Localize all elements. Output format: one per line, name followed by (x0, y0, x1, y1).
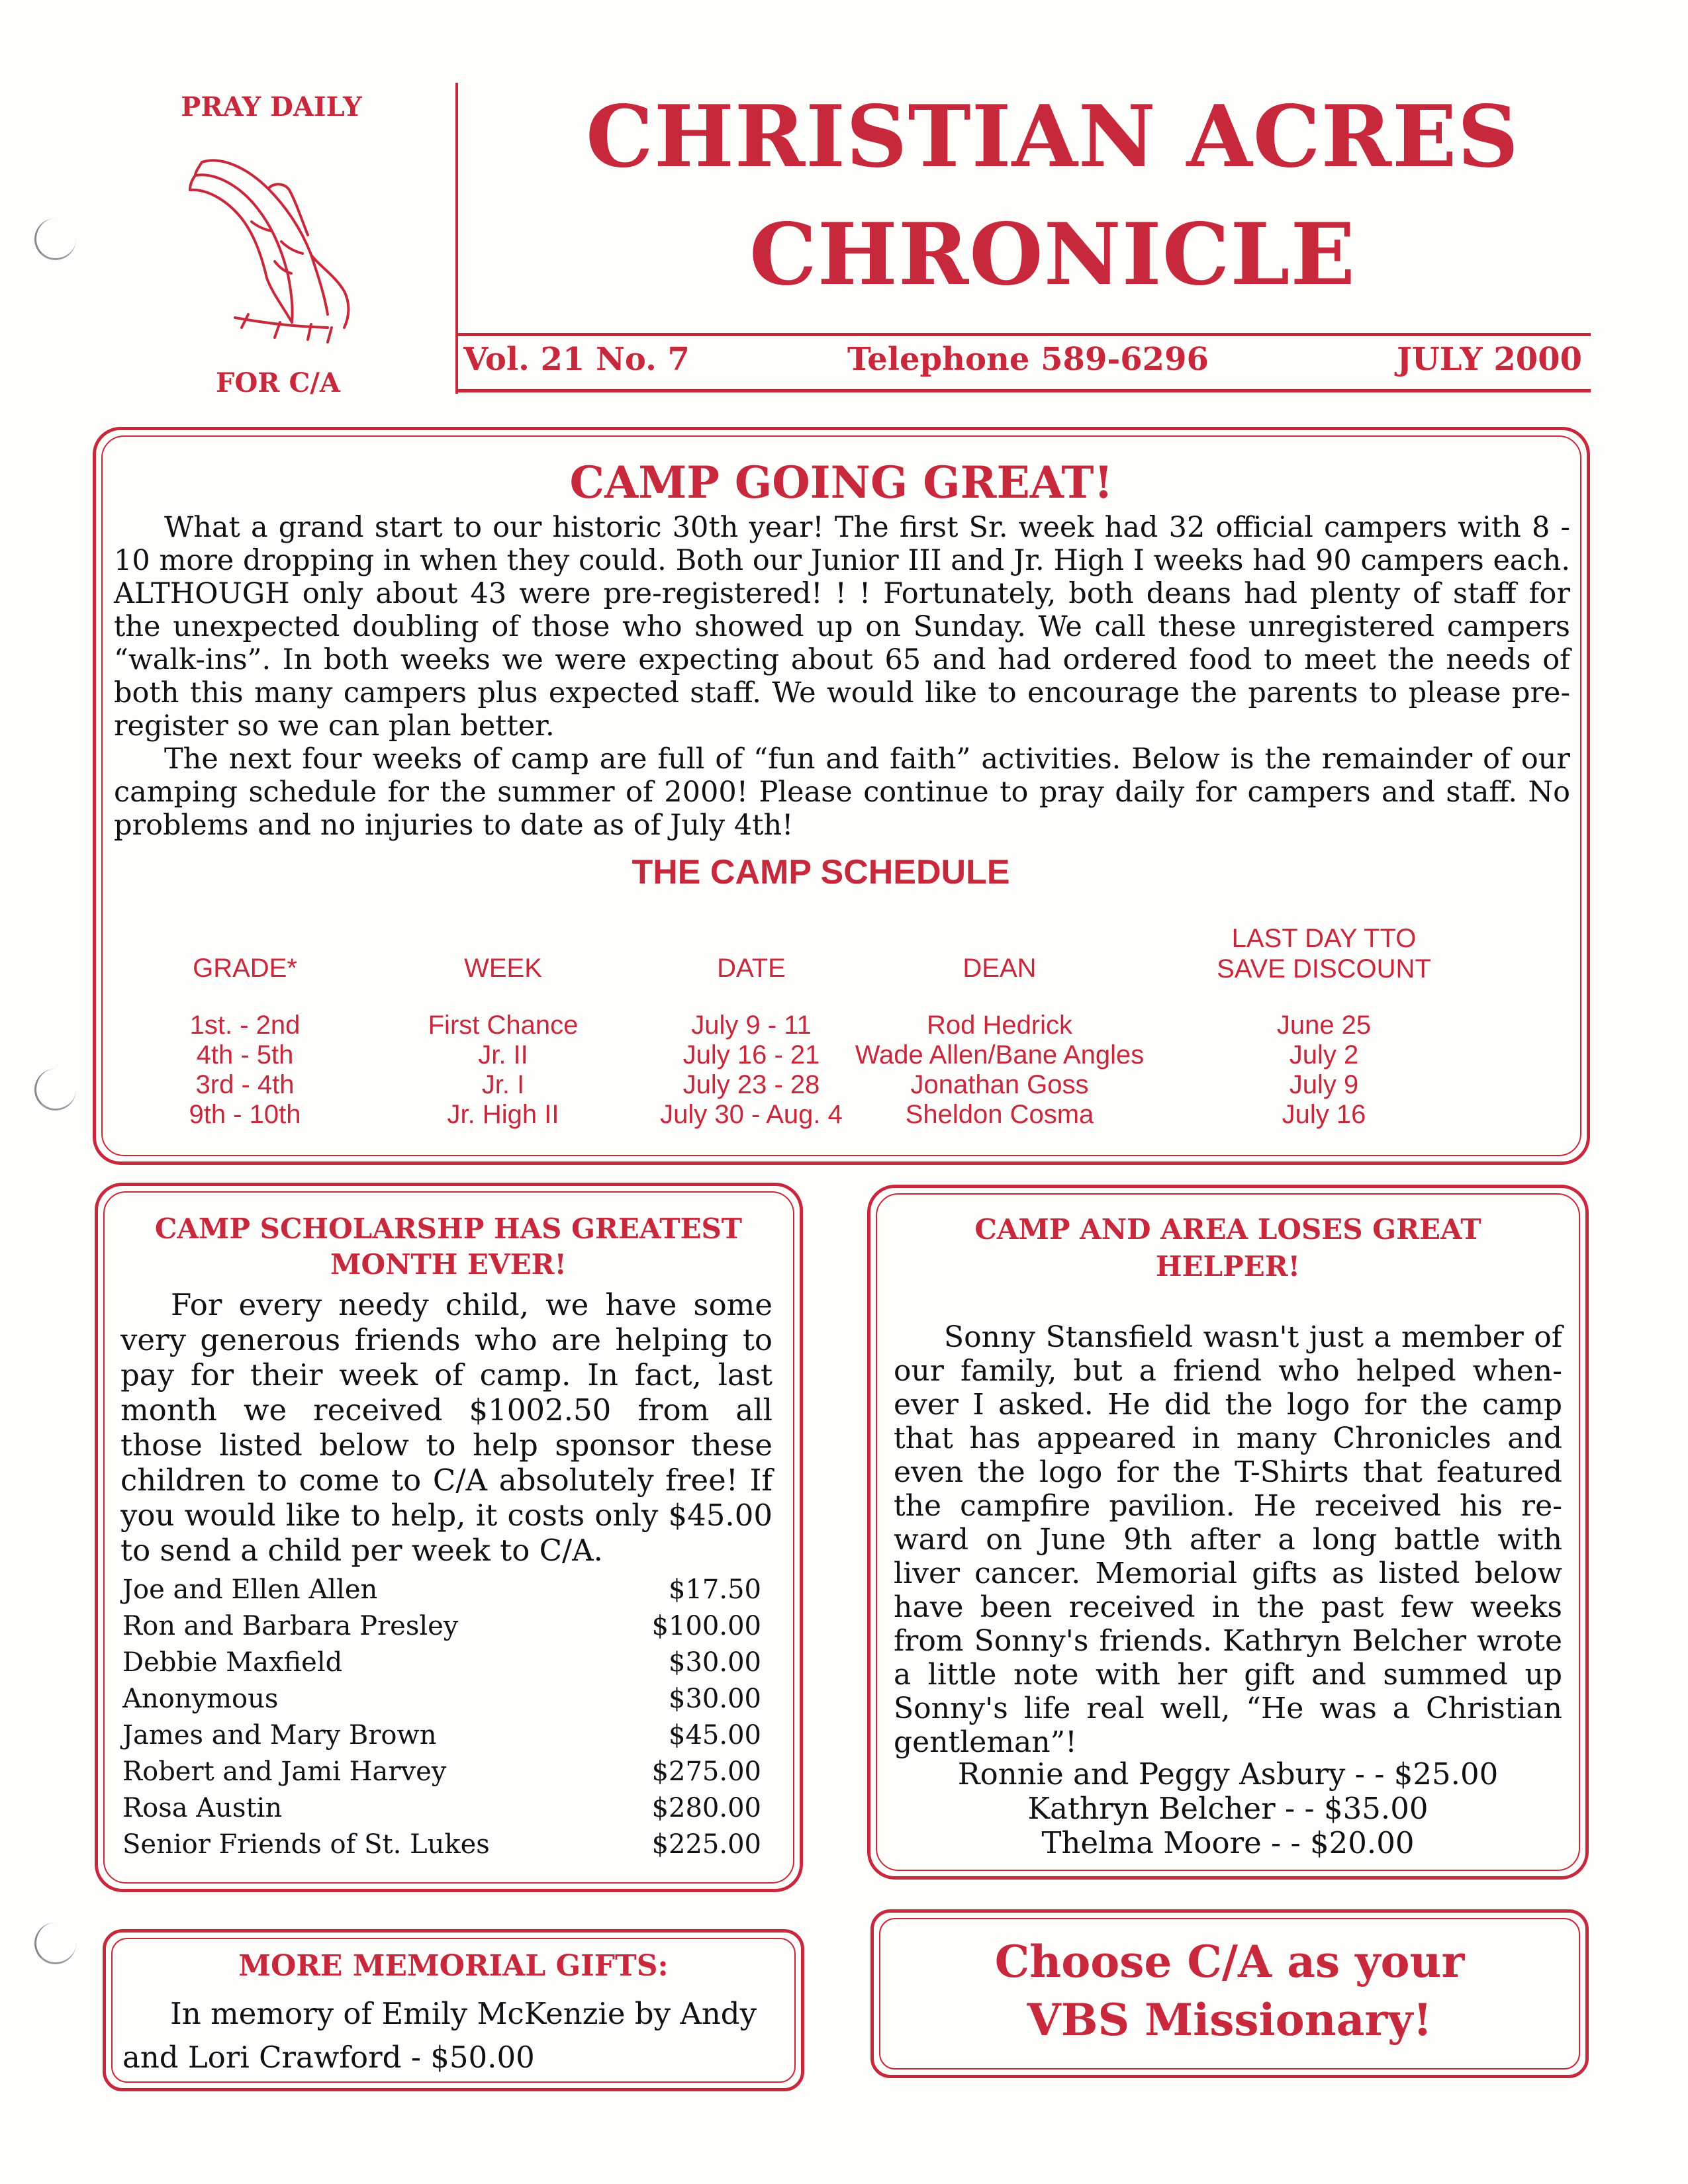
table-cell: Jonathan Goss (910, 1070, 1089, 1099)
title-line-1: CHRISTIAN ACRES (585, 87, 1520, 187)
table-cell: 9th - 10th (189, 1100, 301, 1129)
table-cell: Jr. II (478, 1040, 528, 1069)
donor-name: Debbie Maxfield (122, 1647, 343, 1678)
donor-name: Robert and Jami Harvey (122, 1756, 447, 1787)
telephone: Telephone 589-6296 (847, 341, 1209, 378)
punch-hole (34, 1069, 76, 1111)
punch-hole (34, 1923, 76, 1964)
masthead-bar (463, 341, 1582, 387)
schedule-grade-column (146, 1011, 344, 1130)
camp-headline: CAMP GOING GREAT! (569, 457, 1113, 508)
table-cell: July 16 (1282, 1100, 1366, 1129)
scholarship-headline-line2: MONTH EVER! (330, 1248, 567, 1281)
donor-amount: $225.00 (651, 1829, 761, 1860)
camp-paragraph-1: What a grand start to our historic 30th year! The first Sr. week had 32 official campers with 8 - 10 more dropping in when they could. Both our Junior III and Jr. High I weeks had 90 campers each. ALTHOUGH only about 43 were pre-registered! ! ! Fortunately, both deans had plenty of staff for the unexpected doubling of those who showed up on Sunday. We call these unregistered campers “walk-ins”. In both weeks we were expecting about 65 and had ordered food to meet the needs of both this many campers plus expected staff. We would like to encourage the parents to please pre-register so we can plan better. (114, 511, 1570, 743)
praying-hands-icon (175, 149, 374, 347)
schedule-discount-column (1178, 1011, 1470, 1130)
vbs-callout (870, 1933, 1589, 2049)
vbs-line-2: VBS Missionary! (1027, 1994, 1432, 2046)
donor-name: James and Mary Brown (122, 1720, 437, 1751)
schedule-header-week: WEEK (464, 954, 542, 983)
for-ca-label: FOR C/A (216, 367, 340, 398)
more-memorial-headline: MORE MEMORIAL GIFTS: (238, 1949, 669, 1983)
schedule-date-column (635, 1011, 867, 1130)
list-item (122, 1572, 761, 1608)
masthead-rule-top (455, 333, 1591, 336)
pray-daily-label: PRAY DAILY (181, 91, 362, 122)
schedule-header-dean: DEAN (962, 954, 1037, 983)
donor-amount: $17.50 (669, 1574, 761, 1605)
list-item (122, 1790, 761, 1827)
schedule-header-discount-line1: LAST DAY TTO (1231, 924, 1417, 953)
schedule-header-discount (1178, 923, 1470, 984)
donor-amount: $45.00 (669, 1720, 761, 1751)
helper-body: Sonny Stansfield wasn't just a member of our family, but a friend who helped when-ever I asked. He did the logo for the camp that has appeared in many Chronicles and even the logo for the T-Shirts that featured the campfire pavilion. He received his re-ward on June 9th after a long battle with liver cancer. Memorial gifts as listed below have been received in the past few weeks from Sonny's friends. Kathryn Belcher wrote a little note with her gift and summed up Sonny's life real well, “He was a Christian gentleman”! (894, 1320, 1562, 1759)
table-cell: July 2 (1289, 1040, 1359, 1069)
donor-amount: $30.00 (669, 1647, 761, 1678)
table-cell: July 16 - 21 (682, 1040, 820, 1069)
table-cell: 3rd - 4th (195, 1070, 295, 1099)
donor-name: Ron and Barbara Presley (122, 1611, 459, 1641)
helper-headline (880, 1211, 1575, 1285)
title-line-2: CHRONICLE (749, 205, 1356, 304)
table-cell: 1st. - 2nd (189, 1011, 301, 1040)
memorial-gift: Kathryn Belcher - - $35.00 (1027, 1791, 1429, 1826)
schedule-title: THE CAMP SCHEDULE (632, 853, 1010, 891)
table-cell: July 9 (1289, 1070, 1359, 1099)
table-cell: 4th - 5th (196, 1040, 294, 1069)
table-cell: Rod Hedrick (926, 1011, 1073, 1040)
table-cell: July 23 - 28 (682, 1070, 820, 1099)
schedule-dean-column (847, 1011, 1152, 1130)
vbs-line-1: Choose C/A as your (994, 1936, 1465, 1987)
schedule-week-column (404, 1011, 602, 1130)
donor-amount: $280.00 (651, 1793, 761, 1823)
scholarship-headline (109, 1211, 788, 1283)
punch-hole (34, 218, 76, 260)
list-item (122, 1608, 761, 1645)
more-memorial-body: In memory of Emily McKenzie by Andy and Lori Crawford - $50.00 (122, 1996, 757, 2075)
list-item (122, 1754, 761, 1790)
list-item (122, 1645, 761, 1681)
donor-name: Senior Friends of St. Lukes (122, 1829, 490, 1860)
table-cell: June 25 (1276, 1011, 1372, 1040)
donor-amount: $275.00 (651, 1756, 761, 1787)
donor-name: Rosa Austin (122, 1793, 283, 1823)
table-cell: Jr. High II (447, 1100, 559, 1129)
memorial-gift: Thelma Moore - - $20.00 (1041, 1825, 1415, 1860)
camp-paragraph-2: The next four weeks of camp are full of “fun and faith” activities. Below is the remainder of our camping schedule for the summer of 2000! Please continue to pray daily for campers and staff. No problems and no injuries to date as of July 4th! (114, 743, 1570, 842)
table-cell: Jr. I (481, 1070, 525, 1099)
volume-number: Vol. 21 No. 7 (463, 341, 690, 378)
helper-headline-line1: CAMP AND AREA LOSES GREAT (974, 1213, 1481, 1246)
list-item (122, 1681, 761, 1717)
issue-date: JULY 2000 (1397, 341, 1582, 378)
donor-name: Anonymous (122, 1684, 279, 1714)
memorial-gift: Ronnie and Peggy Asbury - - $25.00 (957, 1756, 1499, 1792)
helper-headline-line2: HELPER! (1155, 1250, 1301, 1283)
masthead-rule-bottom (455, 389, 1591, 392)
schedule-header-date: DATE (717, 954, 786, 983)
scholarship-body: For every needy child, we have some very generous friends who are helping to pay for their week of camp. In fact, last month we received $1002.50 from all those listed below to help sponsor these children to come to C/A absolutely free! If you would like to help, it costs only $45.00 to send a child per week to C/A. (120, 1287, 773, 1568)
newsletter-title (490, 78, 1615, 314)
table-cell: First Chance (428, 1011, 579, 1040)
list-item (122, 1717, 761, 1754)
scholarship-headline-line1: CAMP SCHOLARSHP HAS GREATEST (154, 1212, 743, 1245)
header-divider (455, 83, 458, 394)
donor-amount: $100.00 (651, 1611, 761, 1641)
donor-amount: $30.00 (669, 1684, 761, 1714)
table-cell: July 9 - 11 (691, 1011, 812, 1040)
schedule-header-grade: GRADE* (193, 954, 297, 983)
table-cell: July 30 - Aug. 4 (660, 1100, 843, 1129)
donor-name: Joe and Ellen Allen (122, 1574, 378, 1605)
table-cell: Wade Allen/Bane Angles (855, 1040, 1145, 1069)
schedule-header-discount-line2: SAVE DISCOUNT (1217, 954, 1431, 983)
table-cell: Sheldon Cosma (905, 1100, 1094, 1129)
list-item (122, 1827, 761, 1863)
